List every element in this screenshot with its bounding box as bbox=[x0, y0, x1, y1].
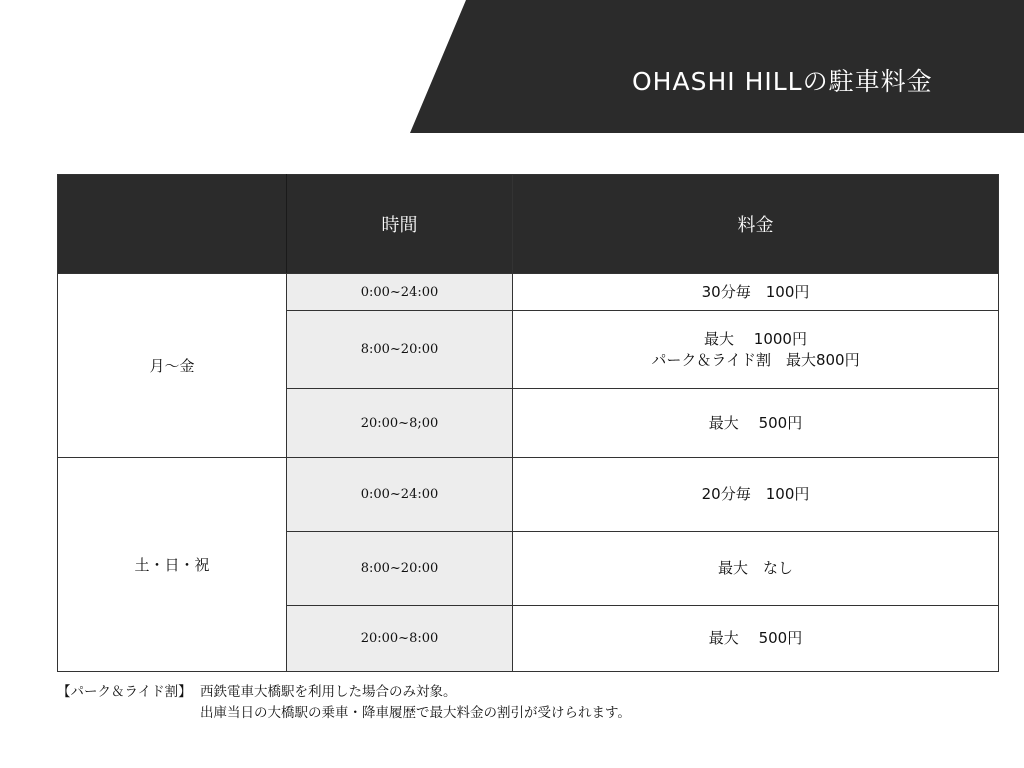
fee-cell bbox=[513, 311, 999, 389]
header-cell-fee: 料金 bbox=[513, 175, 999, 274]
fee-text: 最大 500円 bbox=[708, 629, 803, 647]
parking-fee-table bbox=[57, 174, 999, 672]
footnote-line: 西鉄電車大橋駅を利用した場合のみ対象。 bbox=[200, 684, 457, 700]
fee-text: 30分毎 100円 bbox=[701, 282, 810, 301]
day-cell-weekday: 月～金 bbox=[58, 274, 287, 458]
header-cell-time: 時間 bbox=[287, 175, 513, 274]
fee-text: 最大 1000円 bbox=[704, 329, 807, 348]
time-cell: 8:00~20:00 bbox=[287, 311, 513, 389]
footnote-label: 【パーク＆ライド割】 bbox=[57, 684, 192, 700]
fee-cell bbox=[513, 458, 999, 532]
table-row bbox=[58, 274, 999, 311]
fee-cell bbox=[513, 606, 999, 672]
fee-cell bbox=[513, 389, 999, 458]
fee-cell bbox=[513, 532, 999, 606]
page-title: OHASHI HILLの駐車料金 bbox=[632, 67, 933, 96]
fee-text: 最大 なし bbox=[717, 559, 793, 577]
fee-text-park-and-ride: パーク＆ライド割 最大800円 bbox=[651, 350, 860, 369]
header-cell-day bbox=[58, 175, 287, 274]
time-cell: 0:00~24:00 bbox=[287, 274, 513, 311]
table-row bbox=[58, 458, 999, 532]
fee-text: 20分毎 100円 bbox=[701, 485, 810, 503]
time-cell: 8:00~20:00 bbox=[287, 532, 513, 606]
table-header-row bbox=[58, 175, 999, 274]
time-cell: 0:00~24:00 bbox=[287, 458, 513, 532]
footnote-line: 出庫当日の大橋駅の乗車・降車履歴で最大料金の割引が受けられます。 bbox=[200, 705, 631, 721]
time-cell: 20:00~8:00 bbox=[287, 606, 513, 672]
fee-cell bbox=[513, 274, 999, 311]
day-cell-weekend-holiday: 土・日・祝 bbox=[58, 458, 287, 672]
time-cell: 20:00~8;00 bbox=[287, 389, 513, 458]
fee-text: 最大 500円 bbox=[708, 413, 803, 432]
